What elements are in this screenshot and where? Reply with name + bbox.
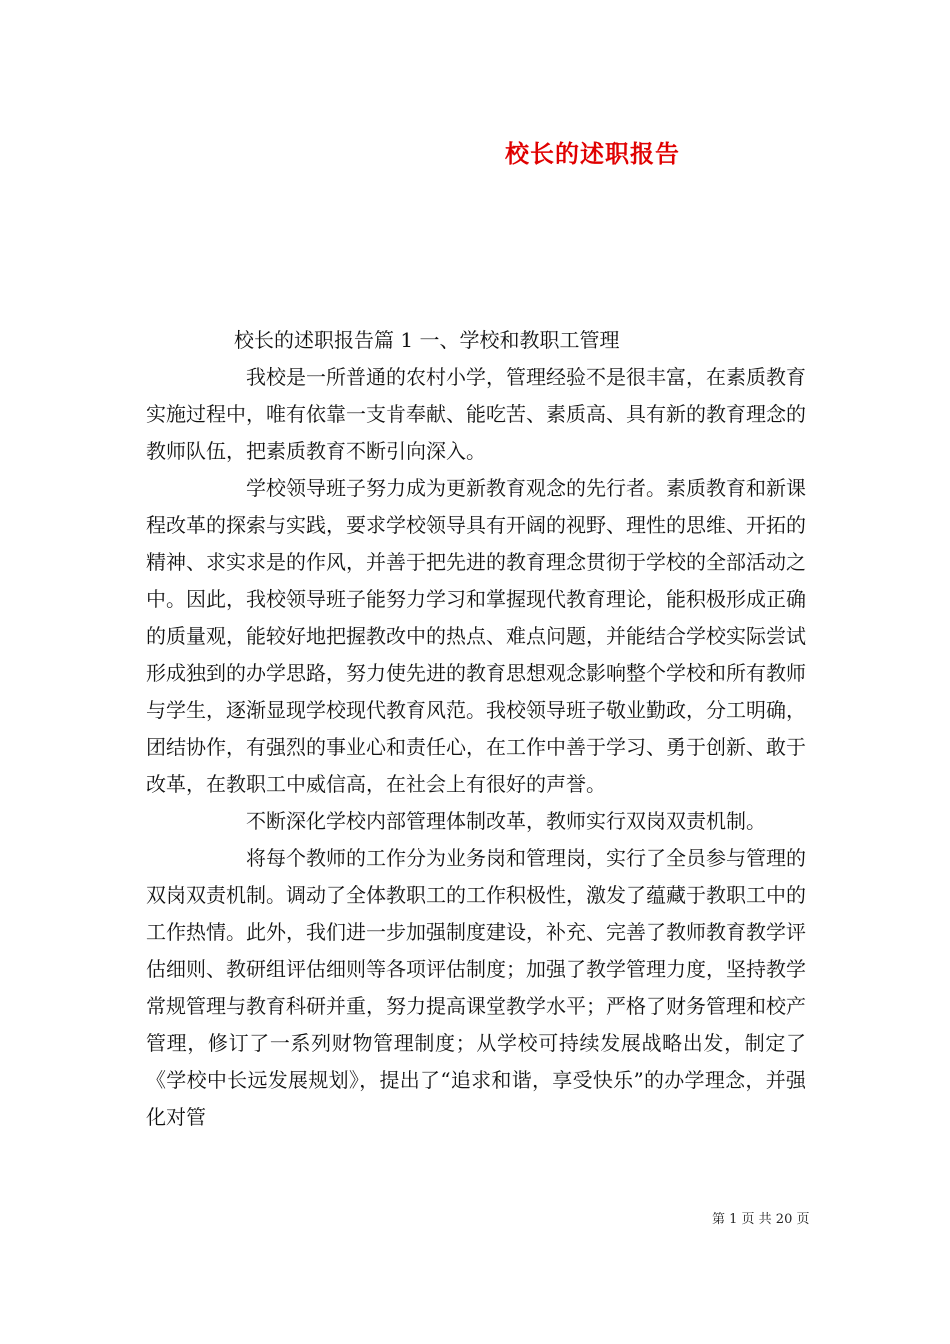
- paragraph-2: 学校领导班子努力成为更新教育观念的先行者。素质教育和新课程改革的探索与实践，要求学校领导具有开阔的视野、理性的思维、开拓的精神、求实求是的作风，并善于把先进的教育理念贯彻于学校的全部活动之中。因此，我校领导班子能努力学习和掌握现代教育理论，能积极形成正确的质量观，能较好地把握教改中的热点、难点问题，并能结合学校实际尝试形成独到的办学思路，努力使先进的教育思想观念影响整个学校和所有教师与学生，逐渐显现学校现代教育风范。我校领导班子敬业勤政，分工明确，团结协作，有强烈的事业心和责任心，在工作中善于学习、勇于创新、敢于改革，在教职工中威信高，在社会上有很好的声誉。: [146, 476, 806, 796]
- document-title: 校长的述职报告: [505, 139, 680, 168]
- paragraph-1: 我校是一所普通的农村小学，管理经验不是很丰富，在素质教育实施过程中，唯有依靠一支肯奉献、能吃苦、素质高、具有新的教育理念的教师队伍，把素质教育不断引向深入。: [146, 365, 806, 463]
- paragraph-3: 不断深化学校内部管理体制改革，教师实行双岗双责机制。: [246, 809, 766, 833]
- section-heading: 校长的述职报告篇 1 一、学校和教职工管理: [234, 328, 620, 352]
- paragraph-4: 将每个教师的工作分为业务岗和管理岗，实行了全员参与管理的双岗双责机制。调动了全体教职工的工作积极性，激发了蕴藏于教职工中的工作热情。此外，我们进一步加强制度建设，补充、完善了教师教育教学评估细则、教研组评估细则等各项评估制度；加强了教学管理力度，坚持教学常规管理与教育科研并重，努力提高课堂教学水平；严格了财务管理和校产管理，修订了一系列财物管理制度；从学校可持续发展战略出发，制定了《学校中长远发展规划》，提出了“追求和谐，享受快乐”的办学理念，并强化对管: [146, 846, 806, 1129]
- page-footer: 第 1 页 共 20 页: [712, 1212, 810, 1227]
- document-body: [146, 322, 806, 1136]
